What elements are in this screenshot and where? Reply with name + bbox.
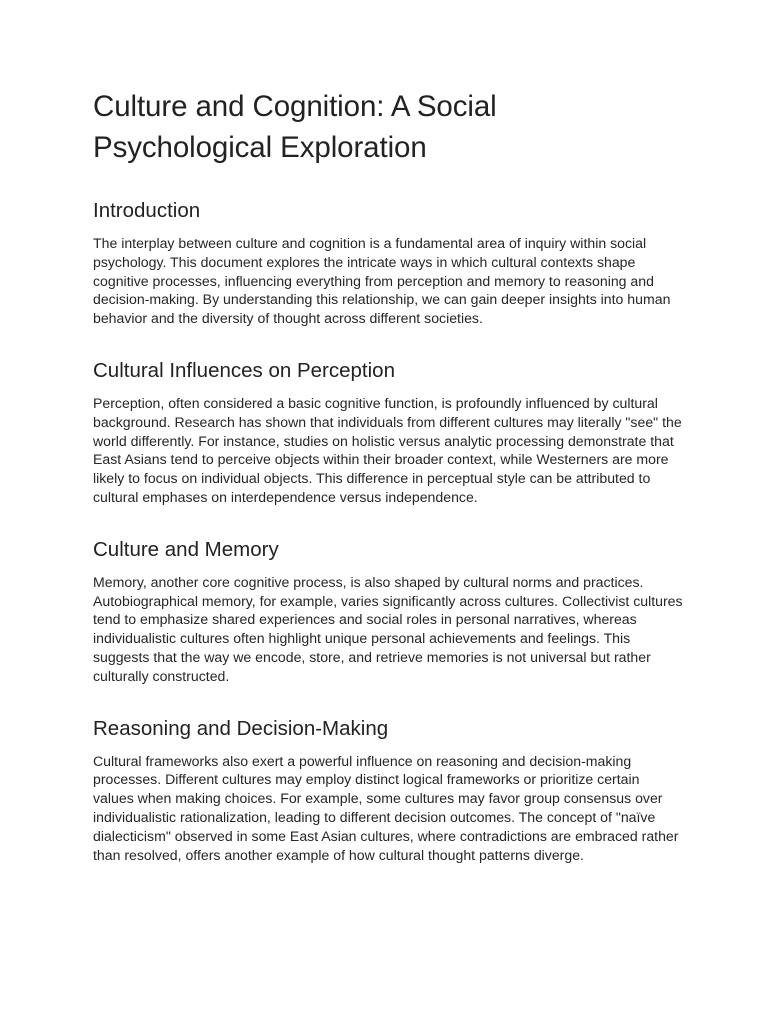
section-heading: Introduction xyxy=(93,199,201,222)
section-heading: Culture and Memory xyxy=(93,537,279,561)
section-reasoning xyxy=(93,715,683,865)
section-heading: Reasoning and Decision-Making xyxy=(93,716,389,740)
section-introduction xyxy=(93,197,683,328)
section-body: Memory, another core cognitive process, is also shaped by cultural norms and practices. Autobiographical memory, for example, varies significantly across cultures. Collectivist cultures tend to emphasize shared experiences and social roles in personal narratives, whereas individualistic cultures often highlight unique personal achievements and feelings. This suggests that the way we encode, store, and retrieve memories is not universal but rather culturally constructed. xyxy=(93,573,683,684)
document-page xyxy=(93,86,683,893)
section-heading: Cultural Influences on Perception xyxy=(93,358,395,382)
section-memory xyxy=(93,536,683,686)
document-title: Culture and Cognition: A Social Psychological Exploration xyxy=(93,90,497,164)
section-body: Perception, often considered a basic cognitive function, is profoundly influenced by cultural background. Research has shown that individuals from different cultures may literally "see" the world differently. For instance, studies on holistic versus analytic processing demonstrate that East Asians tend to perceive objects within their broader context, while Westerners are more likely to focus on individual objects. This difference in perceptual style can be attributed to cultural emphases on interdependence versus independence. xyxy=(93,394,682,505)
section-perception xyxy=(93,357,683,507)
section-body: Cultural frameworks also exert a powerful influence on reasoning and decision-making processes. Different cultures may employ distinct logical frameworks or prioritize certain values when making choices. For example, some cultures may favor group consensus over individualistic rationalization, leading to different decision outcomes. The concept of "naïve dialecticism" observed in some East Asian cultures, where contradictions are embraced rather than resolved, offers another example of how cultural thought patterns diverge. xyxy=(93,752,679,863)
section-body: The interplay between culture and cognition is a fundamental area of inquiry within social psychology. This document explores the intricate ways in which cultural contexts shape cognitive processes, influencing everything from perception and memory to reasoning and decision-making. By understanding this relationship, we can gain deeper insights into human behavior and the diversity of thought across different societies. xyxy=(93,235,671,327)
